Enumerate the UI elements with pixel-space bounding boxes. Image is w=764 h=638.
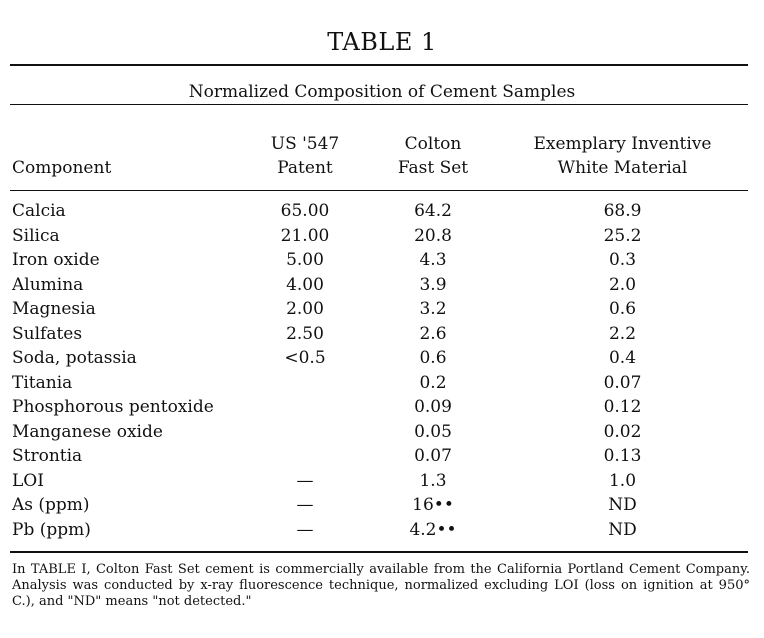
table-row [0,224,764,249]
table-title: TABLE 1 [327,28,437,56]
table-row [0,371,764,396]
cell-component: Alumina [12,274,84,295]
cell-component: Strontia [12,446,83,466]
bottom-rule [10,551,748,553]
cell-us547: <0.5 [284,348,326,368]
cell-colton: 0.07 [414,446,452,466]
cell-inventive: 1.0 [608,470,637,491]
cell-component: Soda, potassia [12,348,137,368]
header-rule [10,190,748,191]
cell-us547: 21.00 [280,225,330,246]
header-inventive [505,132,740,180]
cell-inventive: 0.4 [608,348,637,368]
table-subtitle: Normalized Composition of Cement Samples [188,82,576,102]
cell-component: LOI [12,470,44,491]
cell-component: Titania [12,372,73,393]
header-colton-line2: Fast Set [397,158,469,178]
cell-colton: 16•• [412,495,454,515]
cell-us547: 2.50 [286,323,324,344]
cell-component: Silica [12,225,60,246]
cell-inventive: 0.3 [608,250,637,270]
cell-colton: 0.2 [419,372,447,393]
table-row [0,469,764,494]
cell-inventive: ND [608,495,637,515]
cell-colton: 64.2 [414,201,452,221]
table-row [0,248,764,273]
cell-colton: 4.2•• [409,519,457,540]
header-us547-line2: Patent [277,158,333,178]
table-row [0,420,764,445]
table-row [0,346,764,371]
cell-colton: 3.9 [419,274,447,295]
cell-inventive: 0.13 [603,446,642,466]
cell-us547: — [296,519,314,540]
table-row [0,493,764,518]
cell-component: Manganese oxide [12,421,163,442]
cell-inventive: ND [608,519,637,540]
header-inventive-line1: Exemplary Inventive [533,134,712,154]
header-component: Component [12,158,112,178]
table-row [0,322,764,347]
table-row [0,395,764,420]
cell-us547: — [296,495,314,515]
cell-colton: 0.09 [414,397,452,417]
cell-component: Magnesia [12,299,96,319]
cell-inventive: 0.12 [603,397,642,417]
cell-us547: 2.00 [286,299,324,319]
cell-colton: 2.6 [419,323,447,344]
cell-component: As (ppm) [12,495,90,515]
cell-inventive: 2.2 [608,323,637,344]
cell-colton: 0.05 [414,421,452,442]
table-row [0,199,764,224]
top-rule [10,64,748,66]
cell-inventive: 0.02 [603,421,642,442]
cell-component: Calcia [12,201,66,221]
cell-us547: 5.00 [286,250,324,270]
cell-inventive: 68.9 [603,201,642,221]
table-row [0,273,764,298]
cell-us547: — [296,470,314,491]
cell-colton: 1.3 [419,470,447,491]
table-footnote: In TABLE I, Colton Fast Set cement is commercially available from the California Portland Cement Company. Analysis was conducted by x-ray fluorescence technique, normalized excluding LOI (loss on ignition at 950° C.), and "ND" means "not detected." [12,562,750,609]
cell-inventive: 0.07 [603,372,642,393]
cell-inventive: 25.2 [603,225,642,246]
header-colton-line1: Colton [404,134,462,154]
cell-component: Iron oxide [12,250,100,270]
header-us547 [255,132,355,180]
cell-colton: 0.6 [419,348,447,368]
cell-component: Sulfates [12,323,83,344]
cell-inventive: 0.6 [608,299,637,319]
cell-component: Pb (ppm) [12,519,91,540]
cell-us547: 4.00 [286,274,324,295]
header-us547-line1: US '547 [270,134,340,154]
cell-colton: 20.8 [414,225,452,246]
header-inventive-line2: White Material [557,158,688,178]
cell-colton: 4.3 [419,250,447,270]
table-row [0,297,764,322]
header-colton [383,132,483,180]
cell-component: Phosphorous pentoxide [12,397,214,417]
cell-inventive: 2.0 [608,274,637,295]
table-body [0,199,764,542]
cell-colton: 3.2 [419,299,447,319]
table-row [0,444,764,469]
cell-us547: 65.00 [280,201,330,221]
subtitle-rule [10,104,748,105]
table-row [0,518,764,543]
